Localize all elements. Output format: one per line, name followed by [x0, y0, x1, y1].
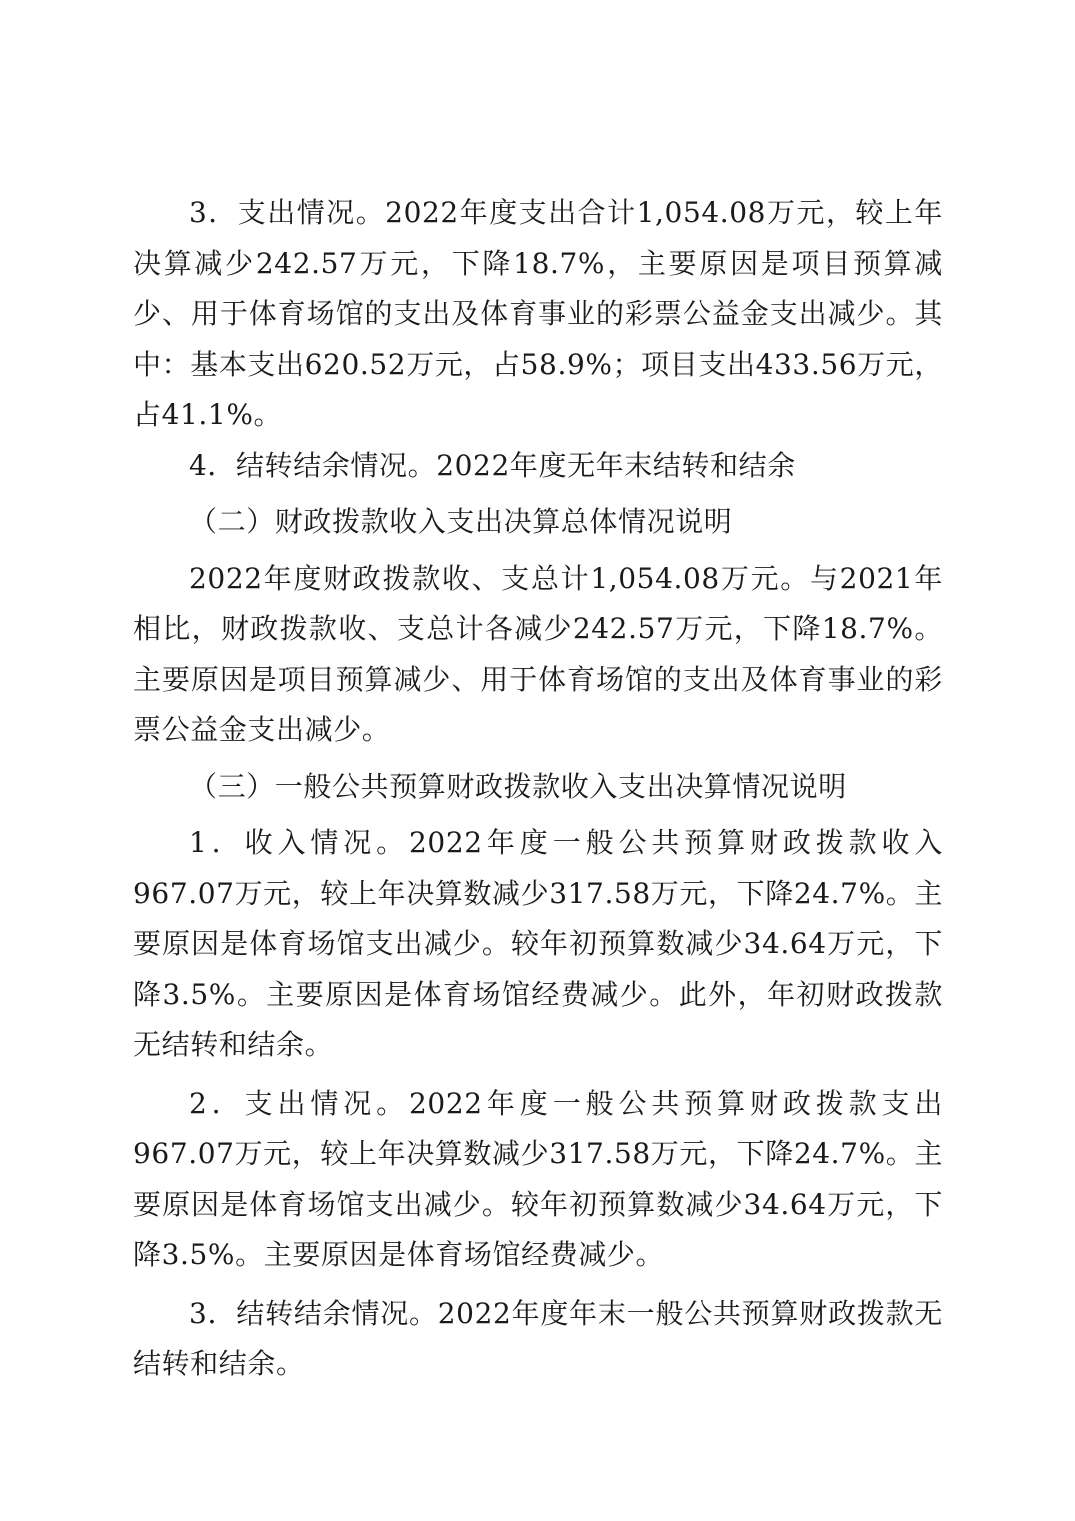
paragraph-income: 1．收入情况。2022年度一般公共预算财政拨款收入967.07万元，较上年决算数减少317.58万元，下降24.7%。主要原因是体育场馆支出减少。较年初预算数减少34.64万元，下降3.5%。主要原因是体育场馆经费减少。此外，年初财政拨款无结转和结余。	[133, 826, 943, 1061]
paragraph-fiscal-appropriation-total: 2022年度财政拨款收、支总计1,054.08万元。与2021年相比，财政拨款收、支总计各减少242.57万元，下降18.7%。主要原因是项目预算减少、用于体育场馆的支出及体育事业的彩票公益金支出减少。	[133, 561, 943, 746]
section-heading-fiscal-appropriation: （二）财政拨款收入支出决算总体情况说明	[189, 505, 733, 538]
section-heading-general-public-budget: （三）一般公共预算财政拨款收入支出决算情况说明	[189, 769, 847, 803]
paragraph-expenditure: 3．支出情况。2022年度支出合计1,054.08万元，较上年决算减少242.57万元，下降18.7%，主要原因是项目预算减少、用于体育场馆的支出及体育事业的彩票公益金支出减少。其中：基本支出620.52万元，占58.9%；项目支出433.56万元，占41.1%。	[133, 196, 943, 431]
document-body	[133, 188, 943, 1390]
paragraph-carryover: 4．结转结余情况。2022年度无年末结转和结余	[189, 448, 796, 482]
paragraph-budget-expenditure: 2．支出情况。2022年度一般公共预算财政拨款支出967.07万元，较上年决算数减少317.58万元，下降24.7%。主要原因是体育场馆支出减少。较年初预算数减少34.64万元，下降3.5%。主要原因是体育场馆经费减少。	[133, 1086, 943, 1271]
paragraph-budget-carryover: 3．结转结余情况。2022年度年末一般公共预算财政拨款无结转和结余。	[133, 1296, 943, 1380]
